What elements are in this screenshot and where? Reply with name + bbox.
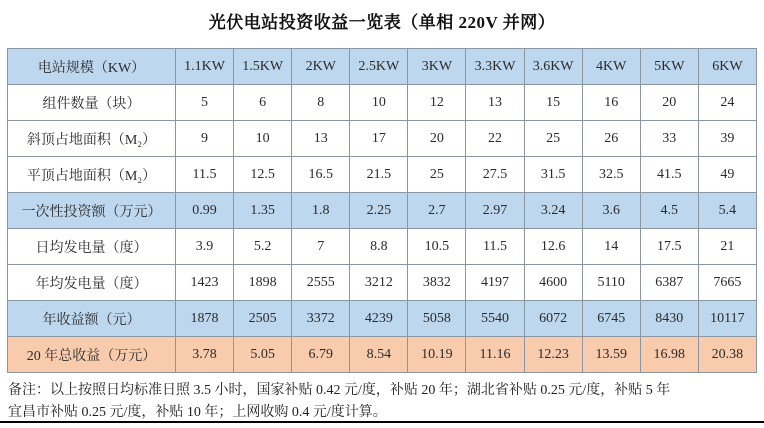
data-cell: 13 [292, 121, 350, 157]
row-label: 20 年总收益（万元） [8, 337, 176, 373]
data-cell: 1.35 [234, 193, 292, 229]
data-cell: 6 [234, 85, 292, 121]
data-cell: 1898 [234, 265, 292, 301]
pv-income-table [7, 48, 757, 373]
data-cell: 8430 [640, 301, 698, 337]
data-cell: 11.5 [176, 157, 234, 193]
data-cell: 10.5 [408, 229, 466, 265]
table-row [8, 193, 757, 229]
table-row [8, 337, 757, 373]
data-cell: 5.4 [698, 193, 756, 229]
bottom-rule-divider [0, 421, 764, 423]
data-cell: 2KW [292, 49, 350, 85]
data-cell: 10 [234, 121, 292, 157]
page-title: 光伏电站投资收益一览表（单相 220V 并网） [208, 13, 556, 32]
table-row [8, 157, 757, 193]
data-cell: 4.5 [640, 193, 698, 229]
data-cell: 41.5 [640, 157, 698, 193]
data-cell: 12.5 [234, 157, 292, 193]
data-cell: 39 [698, 121, 756, 157]
data-cell: 2.25 [350, 193, 408, 229]
data-cell: 3.6 [582, 193, 640, 229]
data-cell: 20.38 [698, 337, 756, 373]
data-cell: 17 [350, 121, 408, 157]
data-cell: 31.5 [524, 157, 582, 193]
data-cell: 13 [466, 85, 524, 121]
data-cell: 4600 [524, 265, 582, 301]
data-cell: 2.7 [408, 193, 466, 229]
footnote [8, 380, 756, 424]
data-cell: 5058 [408, 301, 466, 337]
data-cell: 6.79 [292, 337, 350, 373]
table-row [8, 265, 757, 301]
data-cell: 2505 [234, 301, 292, 337]
data-cell: 21.5 [350, 157, 408, 193]
data-cell: 3.6KW [524, 49, 582, 85]
data-cell: 20 [408, 121, 466, 157]
data-cell: 1878 [176, 301, 234, 337]
data-cell: 5.2 [234, 229, 292, 265]
data-cell: 16 [582, 85, 640, 121]
data-cell: 21 [698, 229, 756, 265]
data-cell: 49 [698, 157, 756, 193]
row-label: 组件数量（块） [8, 85, 176, 121]
row-label: 斜顶占地面积（M₂） [8, 121, 176, 157]
data-cell: 11.16 [466, 337, 524, 373]
data-cell: 2.5KW [350, 49, 408, 85]
data-cell: 2.97 [466, 193, 524, 229]
footnote-line-2: 宜昌市补贴 0.25 元/度，补贴 10 年；上网收购 0.4 元/度计算。 [8, 405, 387, 420]
data-cell: 32.5 [582, 157, 640, 193]
row-label: 平顶占地面积（M₂） [8, 157, 176, 193]
footnote-line-1: 备注：以上按照日均标准日照 3.5 小时，国家补贴 0.42 元/度，补贴 20 年；湖北省补贴 0.25 元/度，补贴 5 年 [8, 383, 671, 398]
table-row [8, 301, 757, 337]
data-cell: 12.6 [524, 229, 582, 265]
data-cell: 25 [408, 157, 466, 193]
data-cell: 14 [582, 229, 640, 265]
data-cell: 6KW [698, 49, 756, 85]
data-cell: 3372 [292, 301, 350, 337]
data-cell: 17.5 [640, 229, 698, 265]
data-cell: 6072 [524, 301, 582, 337]
data-cell: 15 [524, 85, 582, 121]
table-row [8, 49, 757, 85]
data-cell: 9 [176, 121, 234, 157]
data-cell: 16.5 [292, 157, 350, 193]
data-cell: 4239 [350, 301, 408, 337]
data-cell: 25 [524, 121, 582, 157]
data-cell: 10 [350, 85, 408, 121]
data-cell: 5.05 [234, 337, 292, 373]
data-cell: 0.99 [176, 193, 234, 229]
data-cell: 10117 [698, 301, 756, 337]
pv-table-body [8, 49, 757, 373]
data-cell: 6387 [640, 265, 698, 301]
data-cell: 12.23 [524, 337, 582, 373]
data-cell: 7 [292, 229, 350, 265]
data-cell: 1.8 [292, 193, 350, 229]
data-cell: 4KW [582, 49, 640, 85]
data-cell: 24 [698, 85, 756, 121]
row-label: 年收益额（元） [8, 301, 176, 337]
data-cell: 13.59 [582, 337, 640, 373]
data-cell: 1.1KW [176, 49, 234, 85]
data-cell: 3212 [350, 265, 408, 301]
data-cell: 10.19 [408, 337, 466, 373]
data-cell: 3KW [408, 49, 466, 85]
data-cell: 2555 [292, 265, 350, 301]
data-cell: 27.5 [466, 157, 524, 193]
data-cell: 1423 [176, 265, 234, 301]
data-cell: 22 [466, 121, 524, 157]
row-label: 一次性投资额（万元） [8, 193, 176, 229]
row-label: 电站规模（KW） [8, 49, 176, 85]
data-cell: 8.54 [350, 337, 408, 373]
data-cell: 20 [640, 85, 698, 121]
data-cell: 3.9 [176, 229, 234, 265]
data-cell: 3832 [408, 265, 466, 301]
data-cell: 12 [408, 85, 466, 121]
data-cell: 5540 [466, 301, 524, 337]
data-cell: 8 [292, 85, 350, 121]
data-cell: 3.3KW [466, 49, 524, 85]
data-cell: 8.8 [350, 229, 408, 265]
data-cell: 7665 [698, 265, 756, 301]
table-row [8, 85, 757, 121]
table-row [8, 121, 757, 157]
data-cell: 6745 [582, 301, 640, 337]
data-cell: 4197 [466, 265, 524, 301]
row-label: 日均发电量（度） [8, 229, 176, 265]
data-cell: 3.24 [524, 193, 582, 229]
data-cell: 3.78 [176, 337, 234, 373]
data-cell: 11.5 [466, 229, 524, 265]
data-cell: 16.98 [640, 337, 698, 373]
data-cell: 5110 [582, 265, 640, 301]
data-cell: 5KW [640, 49, 698, 85]
data-cell: 1.5KW [234, 49, 292, 85]
table-row [8, 229, 757, 265]
data-cell: 5 [176, 85, 234, 121]
data-cell: 26 [582, 121, 640, 157]
row-label: 年均发电量（度） [8, 265, 176, 301]
data-cell: 33 [640, 121, 698, 157]
